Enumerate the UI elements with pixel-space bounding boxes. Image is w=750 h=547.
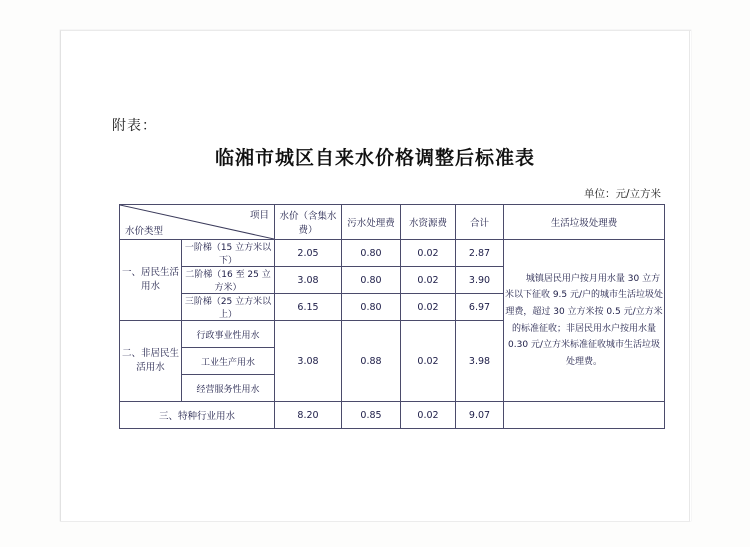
table-row [120, 240, 665, 267]
total-special: 9.07 [456, 402, 504, 429]
category-special-industry: 三、特种行业用水 [120, 402, 275, 429]
resource-non-residential: 0.02 [401, 321, 456, 402]
header-col-price: 水价（含集水费） [275, 205, 342, 240]
resource-tier-1: 0.02 [401, 240, 456, 267]
resource-special: 0.02 [401, 402, 456, 429]
paper-edge-right [689, 30, 690, 522]
category-non-residential: 二、非居民生活用水 [120, 321, 182, 402]
total-non-residential: 3.98 [456, 321, 504, 402]
header-col-garbage-fee: 生活垃圾处理费 [504, 205, 665, 240]
header-corner-cell [120, 205, 275, 240]
sewage-tier-2: 0.80 [342, 267, 401, 294]
price-tier-2: 3.08 [275, 267, 342, 294]
unit-note: 单位：元/立方米 [583, 188, 661, 200]
resource-tier-2: 0.02 [401, 267, 456, 294]
header-col-sewage: 污水处理费 [342, 205, 401, 240]
sewage-tier-3: 0.80 [342, 294, 401, 321]
total-tier-2: 3.90 [456, 267, 504, 294]
table-row [120, 402, 665, 429]
total-tier-1: 2.87 [456, 240, 504, 267]
total-tier-3: 6.97 [456, 294, 504, 321]
price-tier-1: 2.05 [275, 240, 342, 267]
water-price-table [119, 204, 665, 429]
garbage-fee-note-text: 城镇居民用户按月用水量 30 立方米以下征收 9.5 元/户的城市生活垃圾处理费，超过 30 立方米按 0.5 元/立方米的标准征收；非居民用水户按用水量 0.30 元/立方米标准征收城市生活垃圾处理费。 [504, 273, 664, 367]
category-residential: 一、居民生活用水 [120, 240, 182, 321]
sewage-tier-1: 0.80 [342, 240, 401, 267]
item-commercial-service: 经营服务性用水 [182, 375, 275, 402]
item-tier-1: 一阶梯（15 立方米以下） [182, 240, 275, 267]
paper-edge-bottom [60, 521, 690, 522]
table-header-row [120, 205, 665, 240]
header-col-total: 合计 [456, 205, 504, 240]
item-tier-2: 二阶梯（16 至 25 立方米） [182, 267, 275, 294]
price-tier-3: 6.15 [275, 294, 342, 321]
price-special: 8.20 [275, 402, 342, 429]
garbage-fee-special-empty [504, 402, 665, 429]
sewage-special: 0.85 [342, 402, 401, 429]
header-col-label: 项目 [249, 210, 269, 221]
item-administrative: 行政事业性用水 [182, 321, 275, 348]
item-industrial: 工业生产用水 [182, 348, 275, 375]
price-non-residential: 3.08 [275, 321, 342, 402]
header-col-resource: 水资源费 [401, 205, 456, 240]
garbage-fee-note [504, 240, 665, 402]
page-title: 临湘市城区自来水价格调整后标准表 [214, 147, 535, 169]
item-tier-3: 三阶梯（25 立方米以上） [182, 294, 275, 321]
resource-tier-3: 0.02 [401, 294, 456, 321]
header-row-label: 水价类型 [125, 226, 164, 237]
sewage-non-residential: 0.88 [342, 321, 401, 402]
attachment-label: 附表： [112, 118, 157, 134]
